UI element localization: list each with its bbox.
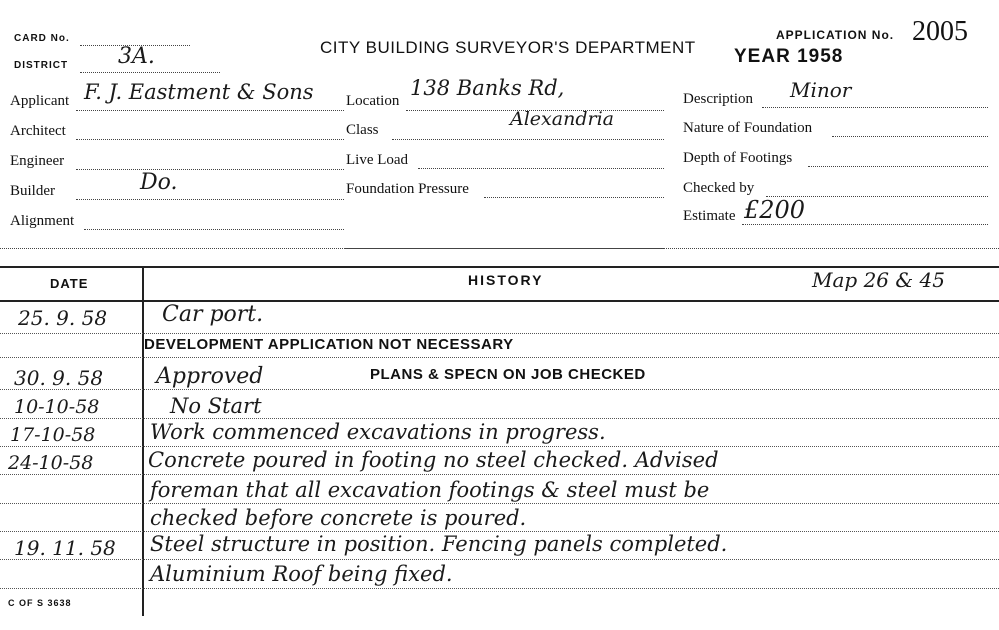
year: YEAR 1958	[734, 46, 844, 67]
description-line	[762, 107, 988, 108]
district-value: 3A.	[118, 44, 155, 69]
live-load-line	[418, 168, 664, 169]
location-value: 138 Banks Rd,	[410, 76, 565, 100]
architect-label: Architect	[10, 123, 66, 139]
history-date: 17-10-58	[10, 424, 96, 446]
history-entry: Car port.	[162, 302, 264, 327]
row-line	[0, 333, 999, 334]
applicant-line	[76, 110, 344, 111]
plans-checked-stamp: PLANS & SPECN ON JOB CHECKED	[370, 366, 646, 383]
section-divider-dotted	[0, 248, 999, 249]
class-value: Alexandria	[510, 108, 614, 130]
class-line	[392, 139, 664, 140]
history-entry: Aluminium Roof being fixed.	[150, 562, 453, 586]
row-line	[0, 588, 999, 589]
depth-label: Depth of Footings	[683, 150, 793, 166]
history-entry: Steel structure in position. Fencing panels completed.	[150, 532, 728, 556]
depth-line	[808, 166, 988, 167]
history-entry: No Start	[170, 394, 262, 418]
foundation-pressure-line	[484, 197, 664, 198]
form-code: C OF S 3638	[8, 598, 72, 608]
row-line	[0, 559, 999, 560]
date-header: DATE	[50, 276, 89, 291]
history-entry: Work commenced excavations in progress.	[150, 420, 606, 444]
development-stamp: DEVELOPMENT APPLICATION NOT NECESSARY	[144, 336, 514, 353]
builder-line	[76, 199, 344, 200]
history-entry: Concrete poured in footing no steel checked. Advised	[148, 448, 719, 472]
department-title: CITY BUILDING SURVEYOR'S DEPARTMENT	[320, 38, 696, 57]
history-entry: checked before concrete is poured.	[150, 506, 527, 530]
estimate-value: £200	[744, 196, 806, 224]
checked-label: Checked by	[683, 180, 755, 196]
row-line	[0, 474, 999, 475]
history-header: HISTORY	[468, 272, 544, 288]
history-header-rule	[0, 300, 999, 302]
class-label: Class	[346, 122, 379, 138]
engineer-line	[76, 169, 344, 170]
applicant-label: Applicant	[10, 93, 70, 109]
history-entry: Approved	[156, 364, 264, 389]
history-date: 30. 9. 58	[14, 366, 104, 390]
description-value: Minor	[790, 78, 852, 102]
district-line	[80, 72, 220, 73]
district-label: DISTRICT	[14, 60, 69, 71]
history-date: 25. 9. 58	[18, 306, 108, 330]
date-column-rule	[142, 266, 144, 616]
application-no-label: APPLICATION No.	[776, 28, 895, 42]
card-no-label: CARD No.	[14, 33, 70, 44]
applicant-value: F. J. Eastment & Sons	[84, 80, 314, 104]
history-entry: foreman that all excavation footings & steel must be	[150, 478, 710, 502]
history-date: 19. 11. 58	[14, 536, 116, 560]
history-date: 10-10-58	[14, 396, 100, 418]
live-load-label: Live Load	[346, 152, 409, 168]
estimate-line	[742, 224, 988, 225]
builder-label: Builder	[10, 183, 55, 199]
row-line	[0, 389, 999, 390]
alignment-label: Alignment	[10, 213, 75, 229]
engineer-label: Engineer	[10, 153, 65, 169]
row-line	[0, 503, 999, 504]
description-label: Description	[683, 91, 753, 107]
row-line	[0, 446, 999, 447]
location-label: Location	[346, 93, 400, 109]
foundation-pressure-label: Foundation Pressure	[346, 181, 469, 197]
architect-line	[76, 139, 344, 140]
row-line	[0, 357, 999, 358]
nature-line	[832, 136, 988, 137]
map-reference: Map 26 & 45	[812, 268, 945, 292]
builder-value: Do.	[140, 170, 178, 195]
row-line	[0, 418, 999, 419]
application-no-value: 2005	[912, 16, 968, 47]
estimate-label: Estimate	[683, 208, 736, 224]
history-date: 24-10-58	[8, 452, 94, 474]
nature-label: Nature of Foundation	[683, 120, 813, 136]
alignment-line	[84, 229, 344, 230]
